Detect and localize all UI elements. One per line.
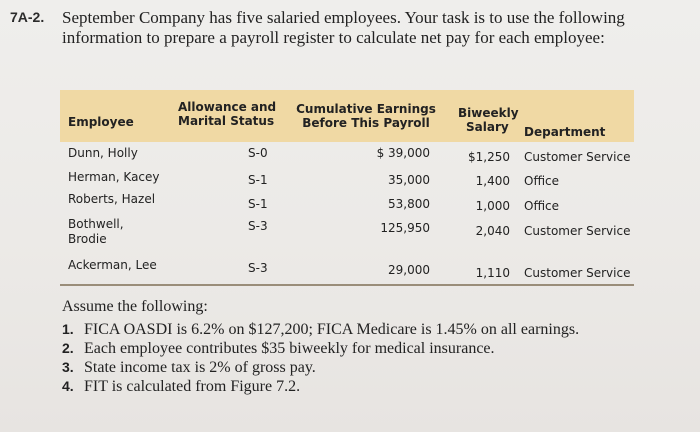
table-cell-status: S-1: [248, 173, 268, 187]
table-bottom-rule: [60, 284, 634, 286]
assumptions-title: Assume the following:: [62, 298, 208, 315]
table-cell-name-line2: Brodie: [68, 232, 107, 246]
table-cell-status: S-3: [248, 219, 268, 233]
table-cell-salary: 2,040: [475, 224, 510, 238]
header-allowance-line1: Allowance and: [178, 100, 277, 114]
table-cell-name: Roberts, Hazel: [68, 192, 156, 206]
table-cell-salary: 1,000: [475, 199, 510, 213]
header-cumulative-line2: Before This Payroll: [302, 116, 430, 130]
table-cell-salary: 1,400: [475, 174, 510, 188]
problem-intro: September Company has five salaried employees. Your task is to use the following information to prepare a payroll register to calculate net pay for each employee:: [62, 8, 625, 47]
header-allowance-line2: Marital Status: [178, 114, 275, 128]
problem-number: 7A-2.: [10, 9, 45, 25]
assumption-number: 4.: [62, 378, 74, 394]
table-cell-cumulative: $ 39,000: [376, 146, 430, 160]
assumptions-section: [62, 298, 662, 396]
table-cell-status: S-1: [248, 197, 268, 211]
table-cell-department: Customer Service: [524, 150, 631, 164]
assumption-text: State income tax is 2% of gross pay.: [84, 359, 316, 376]
assumption-text: Each employee contributes $35 biweekly for medical insurance.: [84, 340, 495, 357]
header-cumulative-line1: Cumulative Earnings: [296, 102, 436, 116]
assumption-number: 2.: [62, 340, 74, 356]
table-cell-name: Ackerman, Lee: [68, 258, 157, 272]
assumption-number: 3.: [62, 359, 74, 375]
table-cell-cumulative: 53,800: [388, 197, 430, 211]
table-cell-status: S-0: [248, 146, 268, 160]
header-cumulative: [294, 102, 438, 130]
header-department: Department: [524, 125, 606, 139]
table-cell-salary: $1,250: [468, 150, 510, 164]
table-cell-department: Office: [524, 199, 560, 213]
table-cell-cumulative: 125,950: [380, 221, 430, 235]
assumption-text: FIT is calculated from Figure 7.2.: [84, 378, 301, 395]
assumptions-list: [62, 320, 662, 396]
table-cell-salary: 1,110: [475, 266, 510, 280]
header-salary-line1: Biweekly: [458, 106, 519, 120]
assumption-text: FICA OASDI is 6.2% on $127,200; FICA Medicare is 1.45% on all earnings.: [84, 321, 580, 338]
assumption-item: [62, 339, 662, 358]
table-cell-status: S-3: [248, 261, 268, 275]
assumption-item: [62, 320, 662, 339]
header-salary-line2: Salary: [466, 120, 509, 134]
table-cell-name: Dunn, Holly: [68, 146, 138, 160]
header-employee: Employee: [68, 115, 134, 129]
table-cell-cumulative: 35,000: [388, 173, 430, 187]
table-cell-department: Office: [524, 174, 560, 188]
table-cell-department: Customer Service: [524, 266, 631, 280]
header-allowance: [178, 100, 277, 128]
assumption-item: [62, 377, 662, 396]
assumption-number: 1.: [62, 321, 74, 337]
table-cell-cumulative: 29,000: [388, 263, 430, 277]
table-cell-name: Herman, Kacey: [68, 170, 160, 184]
table-cell-department: Customer Service: [524, 224, 631, 238]
assumption-item: [62, 358, 662, 377]
table-cell-name: Bothwell,: [68, 217, 124, 231]
header-salary: [458, 106, 519, 134]
